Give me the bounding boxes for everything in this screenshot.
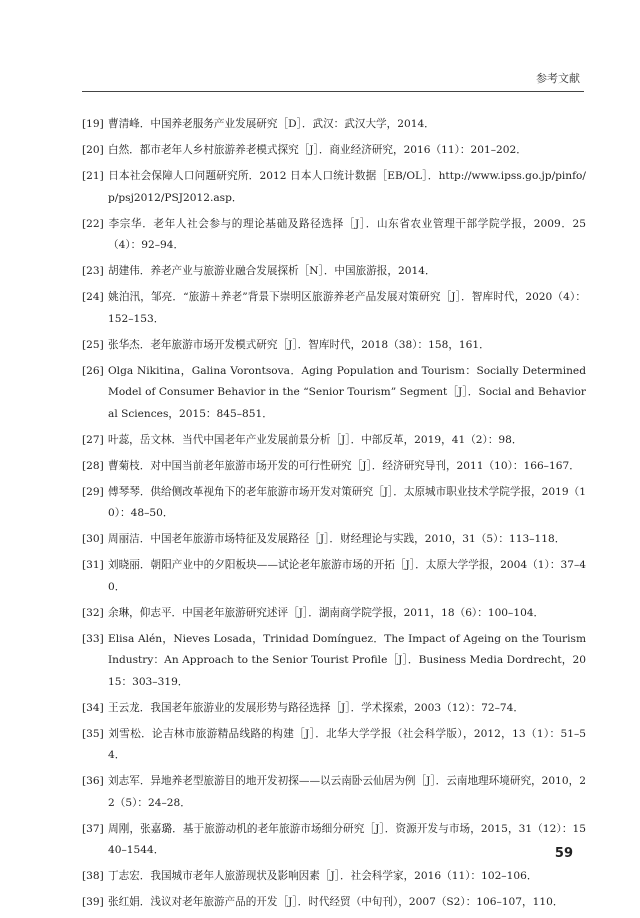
reference-number: [20] [82,144,104,156]
reference-text: 余琳，仰志平．中国老年旅游研究述评［J］．湖南商学院学报，2011，18（6）：100–104． [108,606,545,619]
running-header: 参考文献 [536,72,580,85]
reference-item [82,629,586,694]
reference-text: 刘晓丽．朝阳产业中的夕阳板块——试论老年旅游市场的开拓［J］．太原大学学报，2004（1）：37–40． [108,559,586,593]
reference-item [82,214,586,257]
reference-number: [35] [82,727,104,740]
reference-item [82,335,586,357]
reference-text: 刘雪松．论吉林市旅游精品线路的构建［J］．北华大学学报（社会科学版），2012，13（1）：51–54． [108,727,586,761]
reference-text: 叶蕊，岳文林．当代中国老年产业发展前景分析［J］．中部反革，2019，41（2）：98． [108,433,523,446]
reference-item [82,361,586,426]
reference-item [82,287,586,330]
reference-item [82,140,586,162]
reference-item [82,482,586,525]
reference-text: 姚泊汛，邹亮．“旅游＋养老”背景下崇明区旅游养老产品发展对策研究［J］．智库时代，2020（4）：152–153． [108,291,586,325]
reference-text: Olga Nikitina，Galina Vorontsova．Aging Population and Tourism：Socially Determined Model of Consumer Behavior in the “Senior Tourism” Segment［J］．Social and Behavioral Sciences，2015：845–851． [108,364,586,420]
reference-text: 白然．都市老年人乡村旅游养老模式探究［J］．商业经济研究，2016（11）：201–202． [108,144,527,156]
reference-item [82,698,586,720]
reference-item [82,724,586,767]
reference-text: 丁志宏．我国城市老年人旅游现状及影响因素［J］．社会科学家，2016（11）：102–106． [108,870,538,882]
reference-text: 日本社会保障人口问题研究所．2012 日本人口统计数据［EB/OL］．http://www.ipss.go.jp/pinfo/p/psj2012/PSJ2012.asp． [108,170,586,204]
reference-item [82,456,586,478]
reference-number: [24] [82,291,104,303]
reference-number: [39] [82,896,104,908]
reference-text: 傅琴琴．供给侧改革视角下的老年旅游市场开发对策研究［J］．太原城市职业技术学院学报，2019（10）：48–50． [108,485,586,519]
reference-number: [34] [82,701,104,714]
reference-number: [32] [82,606,104,619]
reference-text: 王云龙．我国老年旅游业的发展形势与路径选择［J］．学术探索，2003（12）：72–74． [108,701,524,714]
reference-item [82,819,586,862]
reference-item [82,771,586,814]
header-divider [82,91,584,92]
reference-item [82,529,586,551]
reference-number: [38] [82,870,104,882]
reference-text: 曹清峰．中国养老服务产业发展研究［D］．武汉：武汉大学，2014． [108,118,435,130]
reference-text: Elisa Alén，Nieves Losada，Trinidad Domínguez．The Impact of Ageing on the Tourism Industry：An Approach to the Senior Tourist Profile［J］．Business Media Dordrecht，2015：303–319． [108,632,586,688]
reference-text: 周丽洁．中国老年旅游市场特征及发展路径［J］．财经理论与实践，2010，31（5）：113–118． [108,533,566,545]
reference-number: [30] [82,533,104,545]
reference-number: [29] [82,485,104,498]
reference-number: [33] [82,632,104,645]
reference-number: [22] [82,217,104,230]
reference-text: 周刚，张嘉璐．基于旅游动机的老年旅游市场细分研究［J］．资源开发与市场，2015，31（12）：1540–1544． [108,822,586,856]
reference-text: 张红娟．浅议对老年旅游产品的开发［J］．时代经贸（中旬刊），2007（S2）：106–107，110． [108,896,564,908]
reference-item [82,430,586,452]
reference-item [82,114,586,136]
reference-number: [37] [82,822,104,835]
reference-text: 张华杰．老年旅游市场开发模式研究［J］．智库时代，2018（38）：158，161． [108,338,490,351]
reference-number: [21] [82,170,104,182]
reference-number: [26] [82,364,104,377]
reference-number: [36] [82,775,104,787]
reference-item [82,866,586,888]
reference-text: 李宗华．老年人社会参与的理论基础及路径选择［J］．山东省农业管理干部学院学报，2009．25（4）：92–94． [108,217,586,251]
reference-item [82,166,586,209]
reference-text: 刘志军．异地养老型旅游目的地开发初探——以云南卧云仙居为例［J］．云南地理环境研究，2010，22（5）：24–28． [108,775,586,809]
reference-item [82,261,586,283]
reference-number: [31] [82,559,104,571]
reference-item [82,892,586,914]
reference-number: [27] [82,433,104,446]
reference-item [82,603,586,625]
reference-text: 曹菊枝．对中国当前老年旅游市场开发的可行性研究［J］．经济研究导刊，2011（10）：166–167． [108,459,580,472]
reference-list [82,114,586,918]
reference-number: [19] [82,118,104,130]
page-number: 59 [554,846,573,861]
reference-number: [25] [82,338,104,351]
reference-item [82,555,586,598]
reference-text: 胡建伟．养老产业与旅游业融合发展探析［N］．中国旅游报，2014． [108,265,436,277]
reference-number: [28] [82,459,104,472]
reference-number: [23] [82,265,104,277]
